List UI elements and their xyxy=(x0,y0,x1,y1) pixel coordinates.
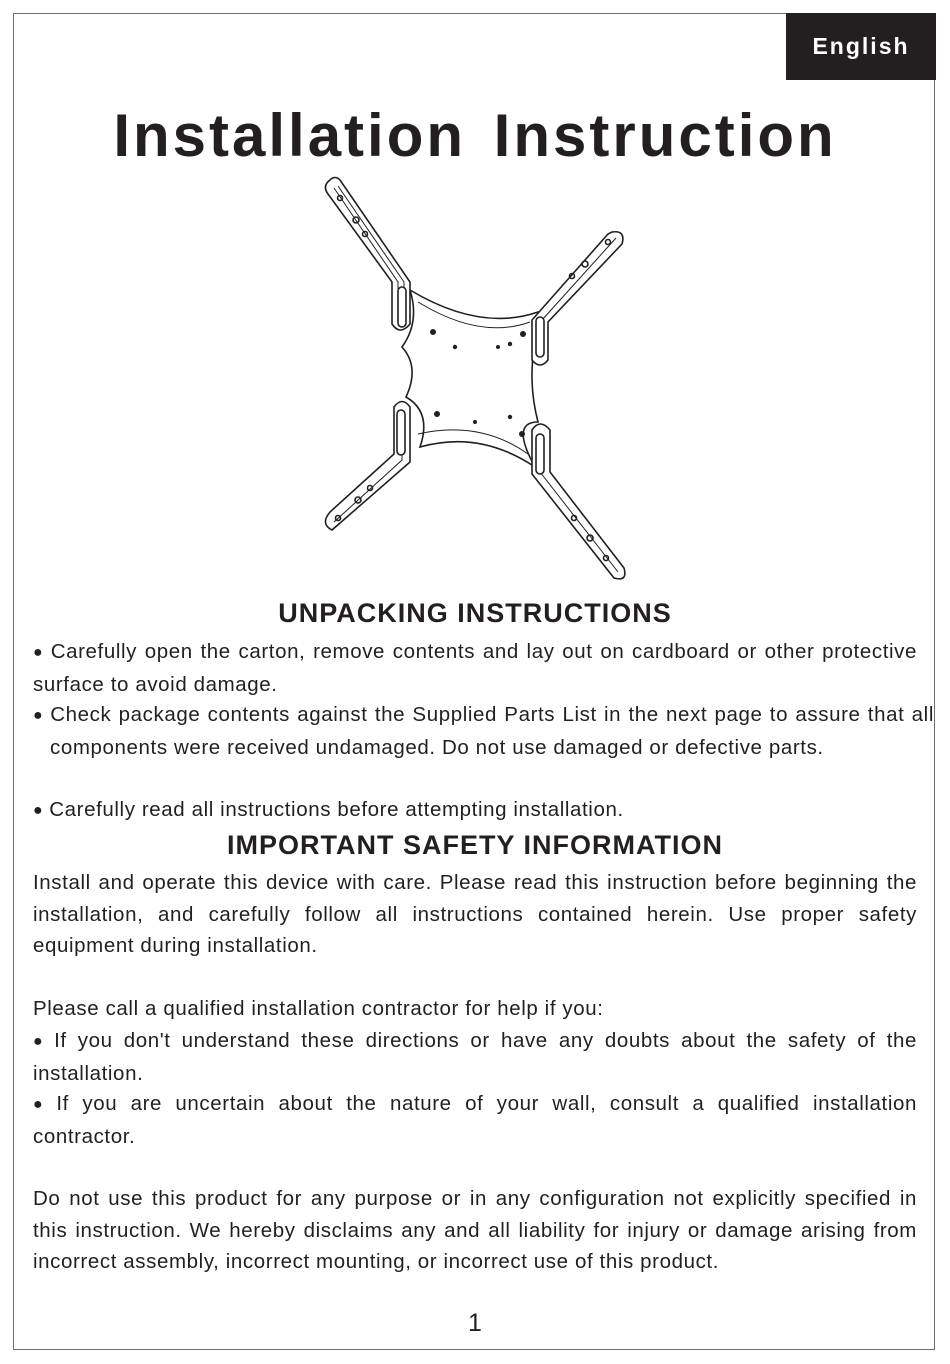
safety-intro: Install and operate this device with care. Please read this instruction before beginning the installation, and carefully follow all instructions contained herein. Use proper safety equipment during installation. xyxy=(33,871,917,958)
bullet-icon: ● xyxy=(33,707,45,724)
language-tab xyxy=(786,13,936,80)
safety-bullet-2: ● If you are uncertain about the nature of your wall, consult a qualified installation contractor. xyxy=(33,1092,918,1148)
page-title: Installation Instruction xyxy=(113,102,837,169)
safety-bullet-1: ● If you don't understand these directions or have any doubts about the safety of the installation. xyxy=(33,1029,917,1085)
bullet-icon: ● xyxy=(33,802,44,819)
unpacking-bullet-3: ● Carefully read all instructions before attempting installation. xyxy=(33,798,624,821)
arm-bottom-right xyxy=(532,424,625,579)
arm-bottom-left xyxy=(325,402,410,531)
bracket-center-plate xyxy=(402,290,540,467)
safety-disclaimer: Do not use this product for any purpose or in any configuration not explicitly specified in this instruction. We hereby disclaims any and all liability for injury or damage arising from incorrect assembly, incorrect mounting, or incorrect use of this product. xyxy=(33,1187,917,1274)
bullet-icon: ● xyxy=(33,1033,49,1050)
safety-call-line: Please call a qualified installation contractor for help if you: xyxy=(33,997,604,1020)
bullet-icon: ● xyxy=(33,644,45,661)
safety-heading: IMPORTANT SAFETY INFORMATION xyxy=(227,830,723,860)
tv-mount-bracket-icon xyxy=(310,172,650,592)
arm-top-left xyxy=(325,178,410,331)
bullet-icon: ● xyxy=(33,1096,51,1113)
unpacking-bullet-2: ● Check package contents against the Supplied Parts List in the next page to assure that all components were received undamaged. Do not use damaged or defective parts. xyxy=(33,703,934,759)
unpacking-heading: UNPACKING INSTRUCTIONS xyxy=(278,598,672,628)
unpacking-bullet-1: ● Carefully open the carton, remove contents and lay out on cardboard or other protective surface to avoid damage. xyxy=(33,640,917,696)
arm-top-right xyxy=(532,232,623,365)
language-tab-label: English xyxy=(812,33,910,59)
page-number: 1 xyxy=(468,1309,482,1337)
